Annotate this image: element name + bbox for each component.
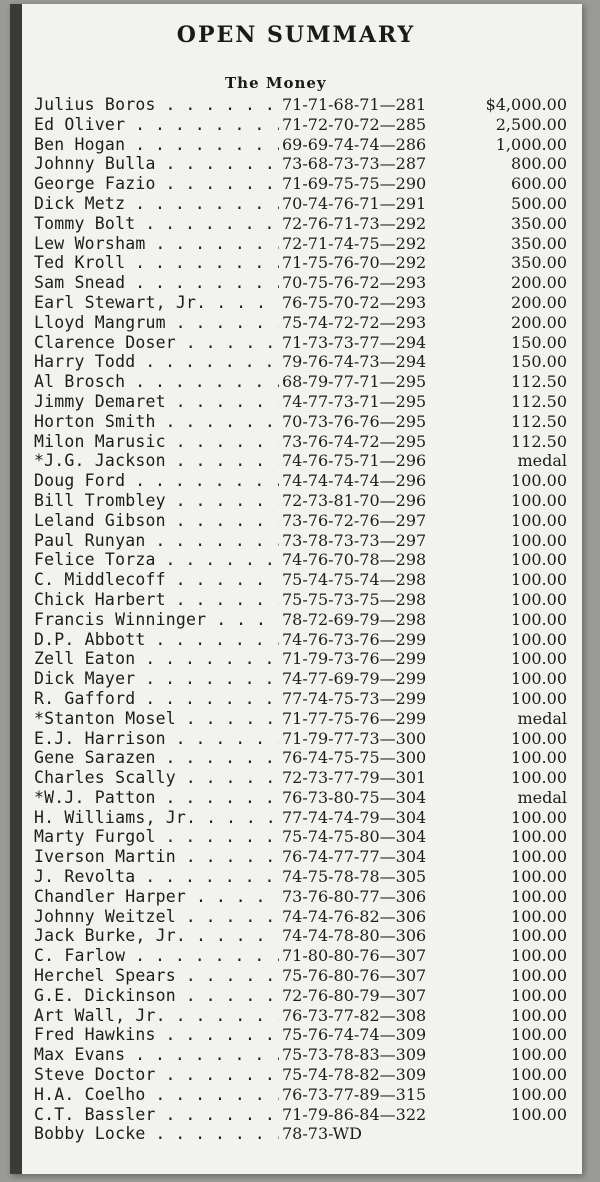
round-scores: 78-72-69-79—298 <box>282 609 427 629</box>
prize-money: 100.00 <box>511 1045 567 1065</box>
result-row <box>34 926 579 946</box>
player-name: Gene Sarazen . . . <box>34 748 279 768</box>
result-row <box>34 115 579 135</box>
round-scores: 75-75-73-75—298 <box>282 589 427 609</box>
prize-money: 100.00 <box>511 688 567 708</box>
result-row <box>34 412 579 432</box>
prize-money: 100.00 <box>511 867 567 887</box>
prize-money: 100.00 <box>511 827 567 847</box>
prize-money: 100.00 <box>511 926 567 946</box>
prize-money: 100.00 <box>511 1104 567 1124</box>
round-scores: 74-76-70-78—298 <box>282 550 427 570</box>
result-row <box>34 709 579 729</box>
round-scores: 71-72-70-72—285 <box>282 114 427 134</box>
prize-money: 100.00 <box>511 847 567 867</box>
player-name: Zell Eaton . . . <box>34 649 279 669</box>
player-name: Fred Hawkins . . . <box>34 1025 279 1045</box>
round-scores: 71-69-75-75—290 <box>282 174 427 194</box>
result-row <box>34 966 579 986</box>
result-row <box>34 1006 579 1026</box>
prize-money: 600.00 <box>511 174 567 194</box>
prize-money: 350.00 <box>511 253 567 273</box>
section-subtitle: The Money <box>225 74 327 92</box>
player-name: Steve Doctor . . . <box>34 1065 279 1085</box>
result-row <box>34 174 579 194</box>
prize-money: 100.00 <box>511 669 567 689</box>
result-row <box>34 372 579 392</box>
prize-money: 200.00 <box>511 273 567 293</box>
round-scores: 72-73-81-70—296 <box>282 490 427 510</box>
result-row <box>34 946 579 966</box>
result-row <box>34 1025 579 1045</box>
result-row <box>34 590 579 610</box>
player-name: Lloyd Mangrum . . . <box>34 313 279 333</box>
result-row <box>34 649 579 669</box>
player-name: Marty Furgol . . . <box>34 827 279 847</box>
player-name: Leland Gibson . . . <box>34 511 279 531</box>
round-scores: 73-76-80-77—306 <box>282 886 427 906</box>
player-name: Max Evans . . . <box>34 1045 279 1065</box>
result-row <box>34 1105 579 1125</box>
prize-money: $4,000.00 <box>485 95 567 114</box>
round-scores: 75-76-80-76—307 <box>282 966 427 986</box>
round-scores: 71-77-75-76—299 <box>282 708 427 728</box>
prize-money: 100.00 <box>511 1005 567 1025</box>
result-row <box>34 95 579 115</box>
result-row <box>34 531 579 551</box>
player-name: Clarence Doser . . . <box>34 333 279 353</box>
round-scores: 75-74-75-80—304 <box>282 827 427 847</box>
prize-money: 100.00 <box>511 946 567 966</box>
prize-money: 800.00 <box>511 154 567 174</box>
prize-money: 500.00 <box>511 193 567 213</box>
result-row <box>34 313 579 333</box>
round-scores: 71-73-73-77—294 <box>282 332 427 352</box>
player-name: Lew Worsham . . . <box>34 234 279 254</box>
round-scores: 76-74-75-75—300 <box>282 748 427 768</box>
prize-money: 112.50 <box>511 372 567 392</box>
round-scores: 71-75-76-70—292 <box>282 253 427 273</box>
prize-money: 100.00 <box>511 1025 567 1045</box>
prize-money: 100.00 <box>511 471 567 491</box>
page-title: OPEN SUMMARY <box>176 22 416 48</box>
player-name: H.A. Coelho . . . <box>34 1085 279 1105</box>
round-scores: 74-74-76-82—306 <box>282 906 427 926</box>
round-scores: 74-76-75-71—296 <box>282 451 427 471</box>
player-name: Charles Scally . . . <box>34 768 279 788</box>
result-row <box>34 788 579 808</box>
prize-money: 100.00 <box>511 609 567 629</box>
prize-money: 100.00 <box>511 807 567 827</box>
result-row <box>34 333 579 353</box>
player-name: Paul Runyan . . . <box>34 531 279 551</box>
prize-money: 150.00 <box>511 352 567 372</box>
round-scores: 74-76-73-76—299 <box>282 629 427 649</box>
prize-money: 100.00 <box>511 649 567 669</box>
prize-money: 350.00 <box>511 233 567 253</box>
result-row <box>34 768 579 788</box>
result-row <box>34 867 579 887</box>
result-row <box>34 491 579 511</box>
player-name: Doug Ford . . . <box>34 471 279 491</box>
prize-money: medal <box>517 451 567 471</box>
player-name: Julius Boros . . . <box>34 95 279 115</box>
round-scores: 76-75-70-72—293 <box>282 292 427 312</box>
result-row <box>34 1085 579 1105</box>
round-scores: 70-75-76-72—293 <box>282 273 427 293</box>
player-name: D.P. Abbott . . . <box>34 630 279 650</box>
result-row <box>34 293 579 313</box>
prize-money: 100.00 <box>511 1084 567 1104</box>
player-name: George Fazio . . . <box>34 174 279 194</box>
round-scores: 76-73-77-82—308 <box>282 1005 427 1025</box>
prize-money: 100.00 <box>511 550 567 570</box>
round-scores: 79-76-74-73—294 <box>282 352 427 372</box>
player-name: Earl Stewart, Jr. . . . <box>34 293 279 313</box>
player-name: Ben Hogan . . . <box>34 135 279 155</box>
prize-money: 100.00 <box>511 629 567 649</box>
player-name: Horton Smith . . . <box>34 412 279 432</box>
player-name: Jimmy Demaret . . . <box>34 392 279 412</box>
round-scores: 76-73-77-89—315 <box>282 1084 427 1104</box>
prize-money: medal <box>517 787 567 807</box>
round-scores: 68-79-77-71—295 <box>282 372 427 392</box>
prize-money: medal <box>517 708 567 728</box>
prize-money: 100.00 <box>511 728 567 748</box>
player-name: Johnny Weitzel . . . <box>34 907 279 927</box>
player-name: Francis Winninger . . . <box>34 610 279 630</box>
player-name: Herchel Spears . . . <box>34 966 279 986</box>
player-name: Chandler Harper . . . <box>34 887 279 907</box>
player-name: C.T. Bassler . . . <box>34 1105 279 1125</box>
result-row <box>34 550 579 570</box>
round-scores: 72-73-77-79—301 <box>282 768 427 788</box>
prize-money: 100.00 <box>511 966 567 986</box>
round-scores: 74-74-78-80—306 <box>282 926 427 946</box>
prize-money: 2,500.00 <box>495 114 567 134</box>
prize-money: 200.00 <box>511 292 567 312</box>
prize-money: 100.00 <box>511 1065 567 1085</box>
result-row <box>34 471 579 491</box>
player-name: R. Gafford . . . <box>34 689 279 709</box>
result-row <box>34 808 579 828</box>
player-name: J. Revolta . . . <box>34 867 279 887</box>
round-scores: 75-73-78-83—309 <box>282 1045 427 1065</box>
prize-money: 100.00 <box>511 748 567 768</box>
round-scores: 73-76-74-72—295 <box>282 431 427 451</box>
result-row <box>34 511 579 531</box>
result-row <box>34 154 579 174</box>
result-row <box>34 847 579 867</box>
result-row <box>34 234 579 254</box>
round-scores: 72-76-80-79—307 <box>282 985 427 1005</box>
player-name: G.E. Dickinson . . . <box>34 986 279 1006</box>
round-scores: 71-79-77-73—300 <box>282 728 427 748</box>
result-row <box>34 907 579 927</box>
player-name: Bobby Locke . . . <box>34 1124 279 1144</box>
result-row <box>34 729 579 749</box>
player-name: Art Wall, Jr. . . . <box>34 1006 279 1026</box>
player-name: C. Middlecoff . . . <box>34 570 279 590</box>
round-scores: 72-71-74-75—292 <box>282 233 427 253</box>
round-scores: 78-73-WD <box>282 1124 362 1144</box>
round-scores: 76-73-80-75—304 <box>282 787 427 807</box>
round-scores: 72-76-71-73—292 <box>282 213 427 233</box>
result-row <box>34 432 579 452</box>
result-row <box>34 214 579 234</box>
round-scores: 73-78-73-73—297 <box>282 530 427 550</box>
prize-money: 112.50 <box>511 431 567 451</box>
round-scores: 75-74-75-74—298 <box>282 570 427 590</box>
round-scores: 77-74-75-73—299 <box>282 688 427 708</box>
prize-money: 100.00 <box>511 530 567 550</box>
round-scores: 73-68-73-73—287 <box>282 154 427 174</box>
player-name: Sam Snead . . . <box>34 273 279 293</box>
player-name: Johnny Bulla . . . <box>34 154 279 174</box>
player-name: Tommy Bolt . . . <box>34 214 279 234</box>
round-scores: 75-74-78-82—309 <box>282 1065 427 1085</box>
prize-money: 100.00 <box>511 985 567 1005</box>
round-scores: 74-75-78-78—305 <box>282 867 427 887</box>
round-scores: 70-74-76-71—291 <box>282 193 427 213</box>
round-scores: 70-73-76-76—295 <box>282 411 427 431</box>
newspaper-clipping <box>10 4 582 1174</box>
round-scores: 75-76-74-74—309 <box>282 1025 427 1045</box>
player-name: *Stanton Mosel . . . <box>34 709 279 729</box>
player-name: H. Williams, Jr. . . . <box>34 808 279 828</box>
round-scores: 71-80-80-76—307 <box>282 946 427 966</box>
result-row <box>34 570 579 590</box>
prize-money: 112.50 <box>511 411 567 431</box>
player-name: C. Farlow . . . <box>34 946 279 966</box>
round-scores: 73-76-72-76—297 <box>282 510 427 530</box>
prize-money: 100.00 <box>511 589 567 609</box>
result-row <box>34 392 579 412</box>
result-row <box>34 827 579 847</box>
prize-money: 100.00 <box>511 886 567 906</box>
result-row <box>34 610 579 630</box>
player-name: Felice Torza . . . <box>34 550 279 570</box>
player-name: Ed Oliver . . . <box>34 115 279 135</box>
result-row <box>34 630 579 650</box>
prize-money: 350.00 <box>511 213 567 233</box>
prize-money: 112.50 <box>511 391 567 411</box>
round-scores: 75-74-72-72—293 <box>282 312 427 332</box>
round-scores: 71-79-73-76—299 <box>282 649 427 669</box>
result-row <box>34 273 579 293</box>
prize-money: 100.00 <box>511 510 567 530</box>
prize-money: 100.00 <box>511 490 567 510</box>
player-name: Dick Mayer . . . <box>34 669 279 689</box>
result-row <box>34 748 579 768</box>
prize-money: 100.00 <box>511 768 567 788</box>
player-name: Milon Marusic . . . <box>34 432 279 452</box>
player-name: Harry Todd . . . <box>34 352 279 372</box>
prize-money: 150.00 <box>511 332 567 352</box>
round-scores: 74-74-74-74—296 <box>282 471 427 491</box>
player-name: Chick Harbert . . . <box>34 590 279 610</box>
round-scores: 74-77-73-71—295 <box>282 391 427 411</box>
round-scores: 69-69-74-74—286 <box>282 134 427 154</box>
prize-money: 1,000.00 <box>495 134 567 154</box>
prize-money: 100.00 <box>511 906 567 926</box>
round-scores: 71-71-68-71—281 <box>282 95 427 114</box>
player-name: Al Brosch . . . <box>34 372 279 392</box>
result-row <box>34 689 579 709</box>
prize-money: 100.00 <box>511 570 567 590</box>
result-row <box>34 194 579 214</box>
result-row <box>34 986 579 1006</box>
results-list <box>34 95 579 1144</box>
round-scores: 76-74-77-77—304 <box>282 847 427 867</box>
result-row <box>34 887 579 907</box>
player-name: Bill Trombley . . . <box>34 491 279 511</box>
player-name: *J.G. Jackson . . . <box>34 451 279 471</box>
result-row <box>34 352 579 372</box>
result-row <box>34 669 579 689</box>
result-row <box>34 451 579 471</box>
round-scores: 77-74-74-79—304 <box>282 807 427 827</box>
player-name: Ted Kroll . . . <box>34 253 279 273</box>
result-row <box>34 1065 579 1085</box>
round-scores: 71-79-86-84—322 <box>282 1104 427 1124</box>
result-row <box>34 135 579 155</box>
player-name: Jack Burke, Jr. . . . <box>34 926 279 946</box>
player-name: Iverson Martin . . . <box>34 847 279 867</box>
player-name: *W.J. Patton . . . <box>34 788 279 808</box>
player-name: Dick Metz . . . <box>34 194 279 214</box>
prize-money: 200.00 <box>511 312 567 332</box>
round-scores: 74-77-69-79—299 <box>282 669 427 689</box>
player-name: E.J. Harrison . . . <box>34 729 279 749</box>
result-row <box>34 253 579 273</box>
result-row <box>34 1045 579 1065</box>
result-row <box>34 1124 579 1144</box>
